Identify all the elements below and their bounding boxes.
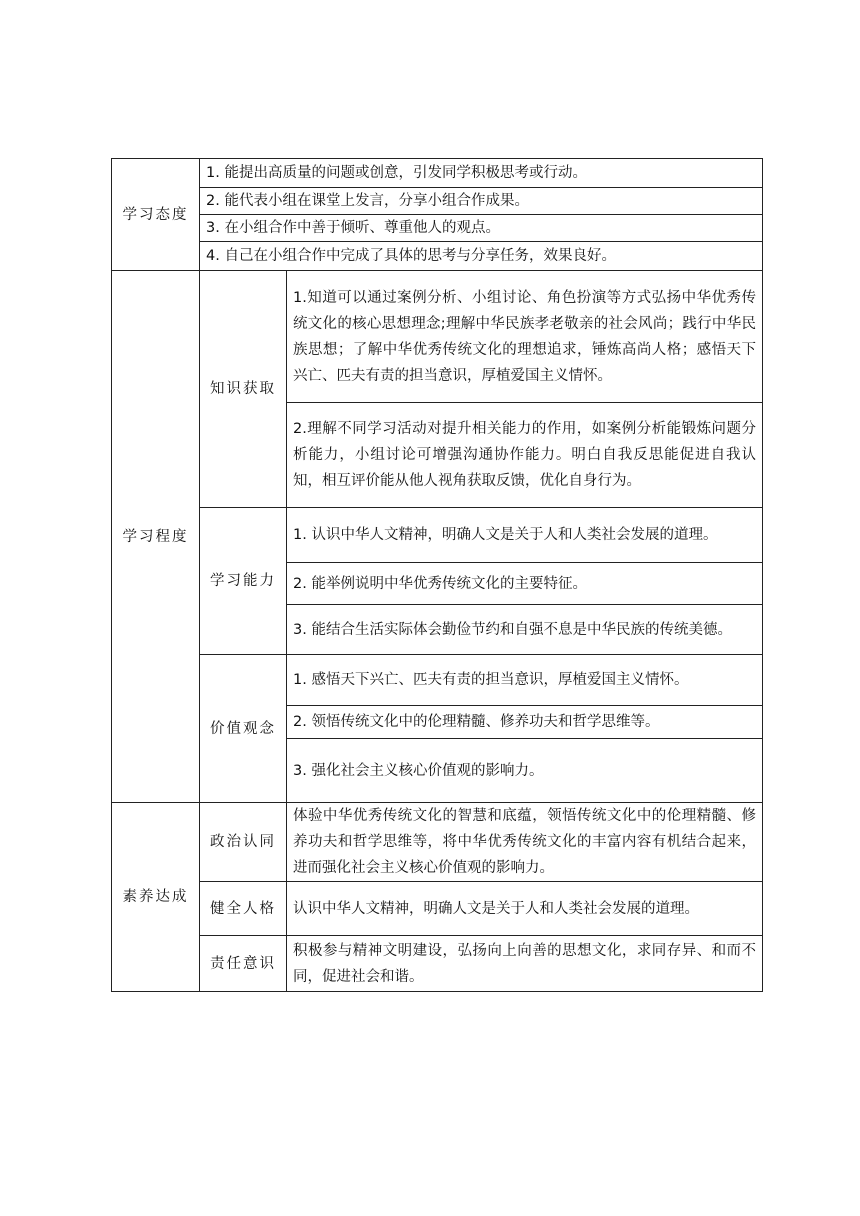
responsibility-text: 积极参与精神文明建设，弘扬向上向善的思想文化，求同存异、和而不同，促进社会和谐。 [287, 936, 763, 992]
sub-values: 价值观念 [200, 655, 287, 803]
values-item-3: 3. 强化社会主义核心价值观的影响力。 [287, 739, 763, 803]
sub-sound-personality: 健全人格 [200, 882, 287, 936]
category-degree: 学习程度 [112, 271, 200, 803]
sound-personality-text: 认识中华人文精神，明确人文是关于人和人类社会发展的道理。 [287, 882, 763, 936]
evaluation-table [111, 158, 763, 992]
attitude-item-4: 4. 自己在小组合作中完成了具体的思考与分享任务，效果良好。 [200, 242, 763, 271]
ability-item-2: 2. 能举例说明中华优秀传统文化的主要特征。 [287, 563, 763, 605]
ability-item-3: 3. 能结合生活实际体会勤俭节约和自强不息是中华民族的传统美德。 [287, 605, 763, 655]
sub-political-identity: 政治认同 [200, 803, 287, 882]
sub-responsibility: 责任意识 [200, 936, 287, 992]
category-attitude: 学习态度 [112, 159, 200, 271]
sub-ability: 学习能力 [200, 508, 287, 655]
ability-item-1: 1. 认识中华人文精神，明确人文是关于人和人类社会发展的道理。 [287, 508, 763, 563]
attitude-item-3: 3. 在小组合作中善于倾听、尊重他人的观点。 [200, 215, 763, 242]
knowledge-item-1: 1.知道可以通过案例分析、小组讨论、角色扮演等方式弘扬中华优秀传统文化的核心思想理念;理解中华民族孝老敬亲的社会风尚；践行中华民族思想；了解中华优秀传统文化的理想追求，锤炼高尚人格；感悟天下兴亡、匹夫有责的担当意识，厚植爱国主义情怀。 [287, 271, 763, 403]
attitude-item-2: 2. 能代表小组在课堂上发言，分享小组合作成果。 [200, 188, 763, 215]
values-item-1: 1. 感悟天下兴亡、匹夫有责的担当意识，厚植爱国主义情怀。 [287, 655, 763, 706]
sub-knowledge: 知识获取 [200, 271, 287, 508]
values-item-2: 2. 领悟传统文化中的伦理精髓、修养功夫和哲学思维等。 [287, 706, 763, 739]
category-literacy: 素养达成 [112, 803, 200, 992]
political-identity-text: 体验中华优秀传统文化的智慧和底蕴，领悟传统文化中的伦理精髓、修养功夫和哲学思维等，将中华优秀传统文化的丰富内容有机结合起来，进而强化社会主义核心价值观的影响力。 [287, 803, 763, 882]
attitude-item-1: 1. 能提出高质量的问题或创意，引发同学积极思考或行动。 [200, 159, 763, 188]
knowledge-item-2: 2.理解不同学习活动对提升相关能力的作用，如案例分析能锻炼问题分析能力，小组讨论可增强沟通协作能力。明白自我反思能促进自我认知，相互评价能从他人视角获取反馈，优化自身行为。 [287, 403, 763, 508]
